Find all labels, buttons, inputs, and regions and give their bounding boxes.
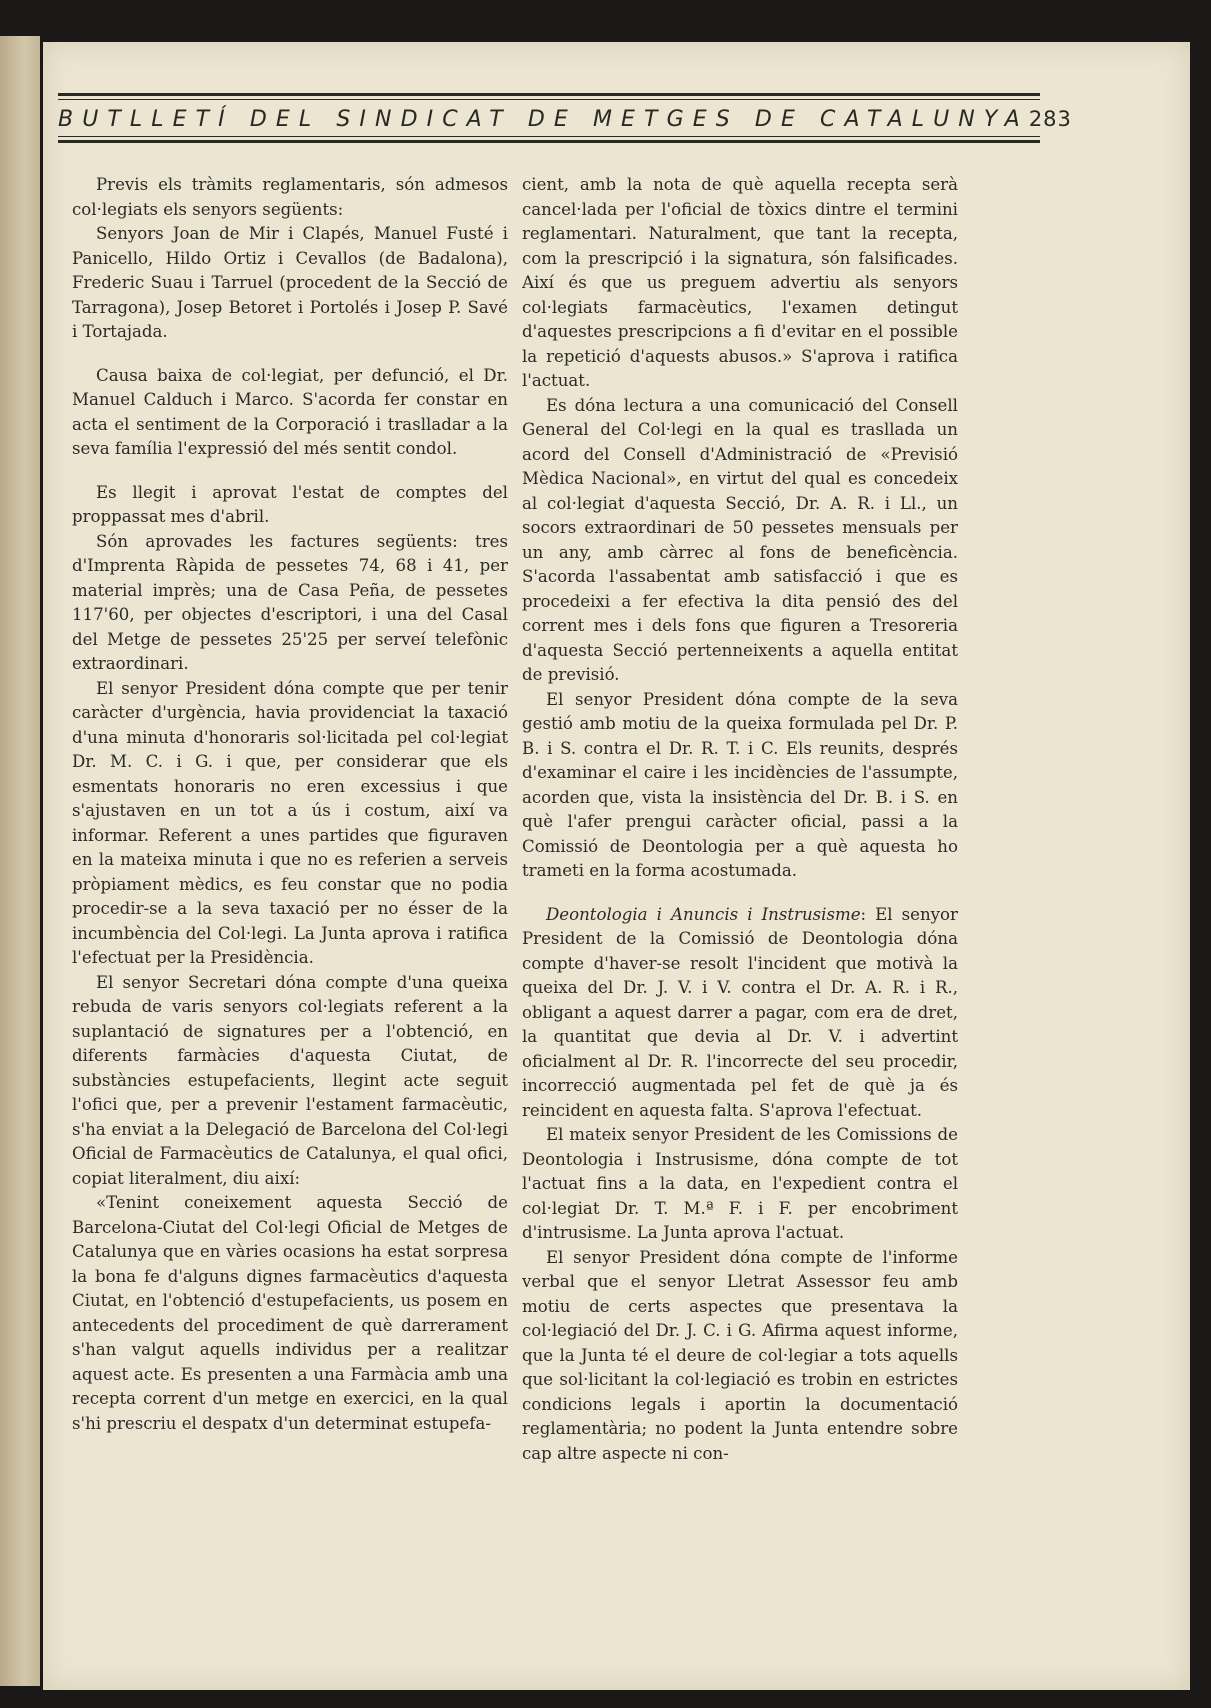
right-column [522, 173, 958, 1573]
deontology-text: : El senyor President de la Comissió de Deontologia dóna compte d'haver-se resolt l'incident que motivà la queixa del Dr. J. V. i V. contra el Dr. A. R. i R., obligant a aquest darrer a pagar, com era de dret, la quantitat que devia al Dr. V. i advertint oficialment al Dr. R. l'incorrecte del seu procedir, incorrecció augmentada pel fet de què ja és reincident en aquesta falta. S'aprova l'efectuat. [522, 904, 958, 1120]
paragraph-president-complaint: El senyor President dóna compte de la seva gestió amb motiu de la queixa formulada pel Dr. P. B. i S. contra el Dr. R. T. i C. Els reunits, després d'examinar el caire i les incidències de l'assumpte, acorden que, vista la insistència del Dr. B. i S. en què l'afer prengui caràcter oficial, passi a la Comissió de Deontologia per a què aquesta ho trameti en la forma acostumada. [522, 689, 958, 880]
facing-page-edge [0, 36, 40, 1686]
running-title: BUTLLETÍ DEL SINDICAT DE METGES DE CATALUNYA [58, 106, 1029, 132]
header-rule-bottom-thin [58, 136, 1040, 137]
left-column [72, 173, 508, 1573]
paragraph-letter-continuation: cient, amb la nota de què aquella recepta serà cancel·lada per l'oficial de tòxics dintre el termini reglamentari. Naturalment, que tant la recepta, com la prescripció i la signatura, són falsificades. Així és que us preguem advertiu als senyors col·legiats farmacèutics, l'examen detingut d'aquestes prescripcions a fi d'evitar en el possible la repetició d'aquests abusos.» S'aprova i ratifica l'actuat. [522, 175, 958, 390]
paragraph-admissions-intro: Previs els tràmits reglamentaris, són admesos col·legiats els senyors següents: [72, 175, 508, 219]
paragraph-invoices: Són aprovades les factures següents: tres d'Imprenta Ràpida de pessetes 74, 68 i 41, per material imprès; una de Casa Peña, de pessetes 117'60, per objectes d'escriptori, i una del Casal del Metge de pessetes 25'25 per serveí telefònic extraordinari. [72, 531, 508, 673]
header-rule-bottom-thick [58, 140, 1040, 143]
paragraph-legal-advisor: El senyor President dóna compte de l'informe verbal que el senyor Lletrat Assessor feu amb motiu de certs aspectes que presentava la col·legiació del Dr. J. C. i G. Afirma aquest informe, que la Junta té el deure de col·legiar a tots aquells que sol·licitant la col·legiació es trobin en estrictes condicions legals i aportin la documentació reglamentària; no podent la Junta entendre sobre cap altre aspecte ni con- [522, 1247, 958, 1463]
paragraph-deontology [522, 903, 958, 1124]
page-number: 283 [1028, 107, 1072, 131]
paragraph-official-letter: «Tenint coneixement aquesta Secció de Barcelona-Ciutat del Col·legi Oficial de Metges de Catalunya que en vàries ocasions ha estat sorpresa la bona fe d'alguns dignes farmacèutics d'aquesta Ciutat, en l'obtenció d'estupefacients, us posem en antecedents del procediment de què darrerament s'han valgut aquells individus per a realitzar aquest acte. Es presenten a una Farmàcia amb una recepta corrent d'un metge en exercici, en la qual s'hi prescriu el despatx d'un determinat estupefa- [72, 1193, 508, 1433]
paragraph-signature-complaint: El senyor Secretari dóna compte d'una queixa rebuda de varis senyors col·legiats referent a la suplantació de signatures per a l'obtenció, en diferents farmàcies d'aquesta Ciutat, de substàncies estupefacients, llegint acte seguit l'ofici que, per a prevenir l'estament farmacèutic, s'ha enviat a la Delegació de Barcelona del Col·legi Oficial de Farmacèutics de Catalunya, el qual ofici, copiat literalment, diu així: [72, 972, 508, 1188]
paragraph-admissions-names: Senyors Joan de Mir i Clapés, Manuel Fusté i Panicello, Hildo Ortiz i Cevallos (de Badalona), Frederic Suau i Tarruel (procedent de la Secció de Tarragona), Josep Betoret i Portolés i Josep P. Savé i Tortajada. [72, 224, 508, 341]
section-heading-deontology: Deontologia i Anuncis i Instrusisme [546, 904, 861, 924]
paragraph-intrusism-case: El mateix senyor President de les Comissions de Deontologia i Instrusisme, dóna compte de tot l'actuat fins a la data, en l'expedient contra el col·legiat Dr. T. M.ª F. i F. per encobriment d'intrusisme. La Junta aprova l'actuat. [522, 1125, 958, 1242]
header-rule-top-thin [58, 99, 1040, 100]
paragraph-previsio-medica: Es dóna lectura a una comunicació del Consell General del Col·legi en la qual es trasllada un acord del Consell d'Administració de «Previsió Mèdica Nacional», en virtut del qual es concedeix al col·legiat d'aquesta Secció, Dr. A. R. i Ll., un socors extraordinari de 50 pessetes mensuals per un any, amb càrrec al fons de beneficència. S'acorda l'assabentat amb satisfacció i que es procedeixi a fer efectiva la dita pensió des del corrent mes i dels fons que figuren a Tresoreria d'aquesta Secció pertenneixents a aquella entitat de previsió. [522, 395, 958, 684]
running-header [58, 102, 1072, 136]
paragraph-fee-assessment: El senyor President dóna compte que per tenir caràcter d'urgència, havia providenciat la taxació d'una minuta d'honoraris sol·licitada pel col·legiat Dr. M. C. i G. i que, per considerar que els esmentats honoraris no eren excessius i que s'ajustaven en un tot a ús i costum, així va informar. Referent a unes partides que figuraven en la mateixa minuta i que no es referien a serveis pròpiament mèdics, es feu constar que no podia procedir-se a la seva taxació per no ésser de la incumbència del Col·legi. La Junta aprova i ratifica l'efectuat per la Presidència. [72, 678, 508, 967]
header-rule-top-thick [58, 93, 1040, 96]
paragraph-death-notice: Causa baixa de col·legiat, per defunció, el Dr. Manuel Calduch i Marco. S'acorda fer constar en acta el sentiment de la Corporació i traslladar a la seva família l'expressió del més sentit condol. [72, 365, 508, 458]
paragraph-accounts: Es llegit i aprovat l'estat de comptes del proppassat mes d'abril. [72, 482, 508, 526]
